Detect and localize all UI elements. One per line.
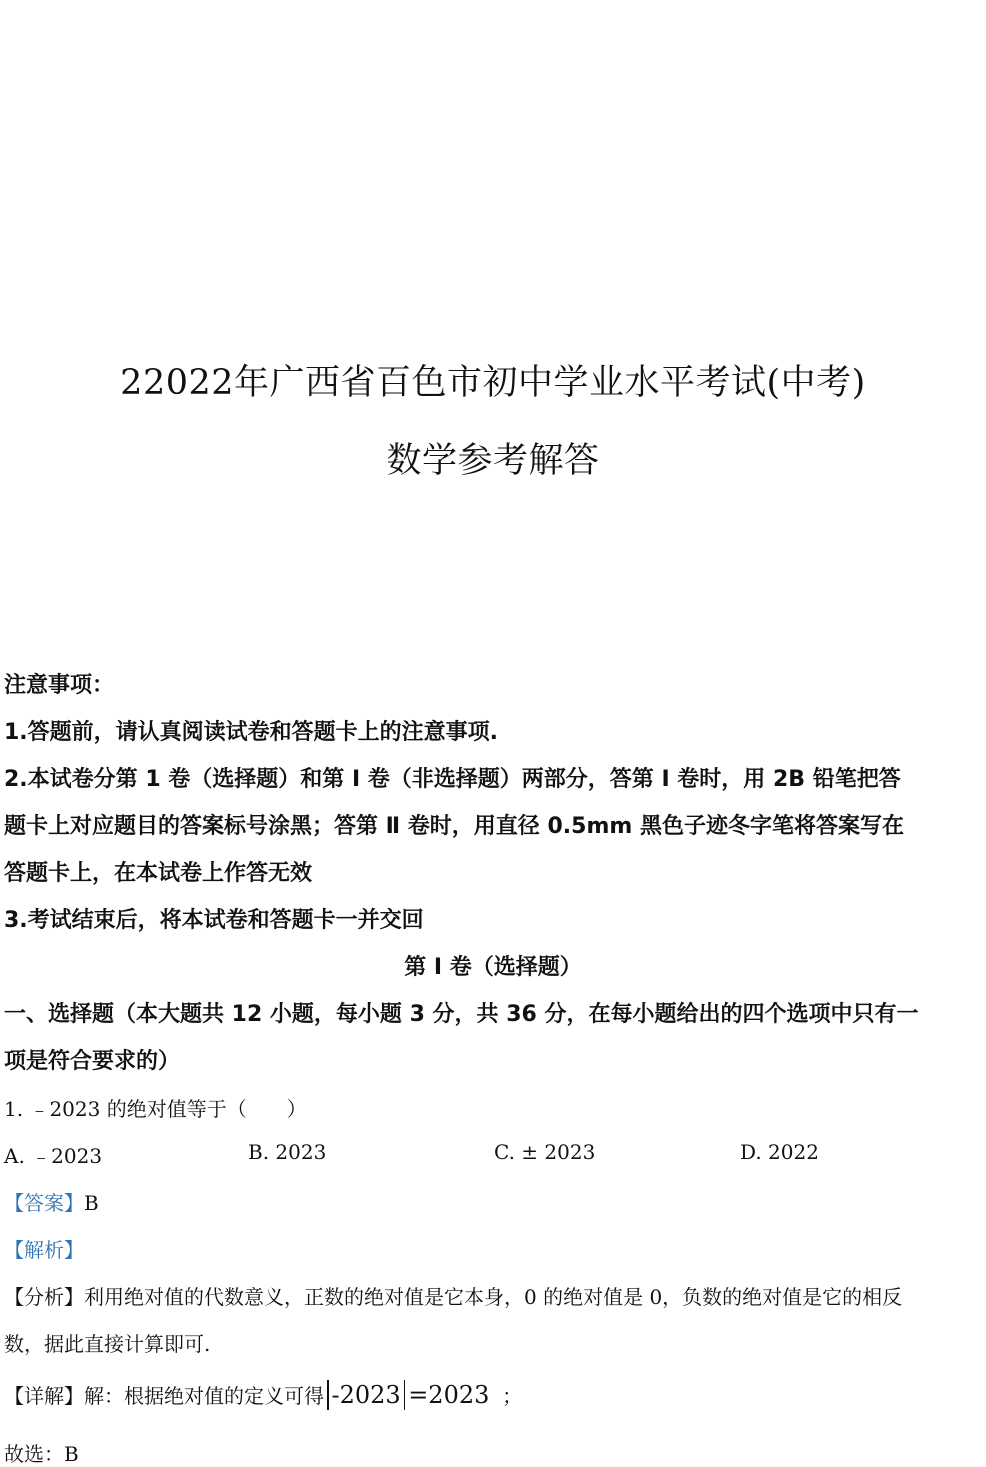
detail-suffix: ； bbox=[502, 1384, 523, 1408]
answer-line bbox=[4, 1187, 99, 1216]
detail-line bbox=[4, 1380, 522, 1413]
answer-value: B bbox=[84, 1191, 99, 1215]
answer-tag: 【答案】 bbox=[4, 1191, 84, 1215]
option-b: B. 2023 bbox=[248, 1140, 327, 1164]
notice-item-2-line-1: 2.本试卷分第 1 卷（选择题）和第 I 卷（非选择题）两部分，答第 I 卷时，用 2B 铅笔把答 bbox=[4, 767, 901, 792]
page-title: 22022年广西省百色市初中学业水平考试(中考) bbox=[120, 363, 866, 403]
part-heading-line-1: 一、选择题（本大题共 12 小题，每小题 3 分，共 36 分，在每小题给出的四个选项中只有一 bbox=[4, 1002, 919, 1027]
detail-result: =2023 bbox=[408, 1381, 490, 1409]
abs-bar-left bbox=[327, 1380, 329, 1410]
analysis-tag: 【解析】 bbox=[4, 1238, 84, 1262]
question-stem: 1. ﹣2023 的绝对值等于（ ） bbox=[4, 1097, 307, 1121]
abs-bar-right bbox=[404, 1380, 406, 1410]
notice-item-3: 3.考试结束后，将本试卷和答题卡一并交回 bbox=[4, 908, 424, 933]
notice-item-1: 1.答题前，请认真阅读试卷和答题卡上的注意事项. bbox=[4, 720, 499, 745]
notice-item-2-line-3: 答题卡上，在本试卷上作答无效 bbox=[4, 861, 313, 886]
part-heading-line-2: 项是符合要求的） bbox=[4, 1049, 181, 1074]
page-subtitle: 数学参考解答 bbox=[386, 441, 600, 481]
option-c: C. ± 2023 bbox=[494, 1140, 596, 1164]
detail-inner: -2023 bbox=[331, 1381, 401, 1409]
fenxi-line-2: 数，据此直接计算即可. bbox=[4, 1332, 211, 1356]
fenxi-line-1: 【分析】利用绝对值的代数意义，正数的绝对值是它本身，0 的绝对值是 0，负数的绝对值是它的相反 bbox=[4, 1285, 903, 1309]
notice-heading: 注意事项： bbox=[4, 673, 115, 698]
option-a: A. ﹣2023 bbox=[4, 1144, 103, 1168]
volume-title: 第 I 卷（选择题） bbox=[404, 955, 582, 980]
option-d: D. 2022 bbox=[740, 1140, 819, 1164]
choice-line: 故选：B bbox=[4, 1442, 79, 1466]
detail-prefix: 【详解】解：根据绝对值的定义可得 bbox=[4, 1384, 324, 1408]
notice-item-2-line-2: 题卡上对应题目的答案标号涂黑；答第 Ⅱ 卷时，用直径 0.5mm 黑色子迹冬字笔将答案写在 bbox=[4, 814, 904, 839]
